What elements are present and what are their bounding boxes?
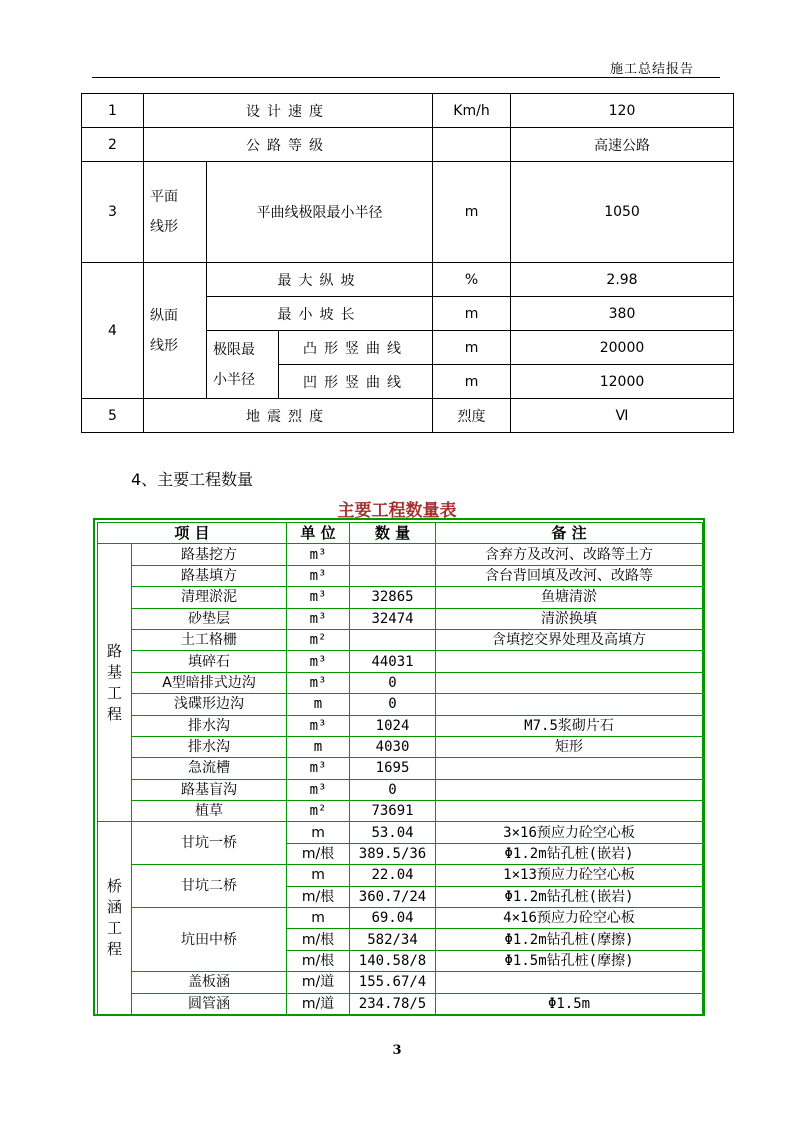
unit-cell: m³ [287,758,350,779]
item-label: 平曲线极限最小半径 [207,162,433,263]
unit-cell: m³ [287,715,350,736]
subgroup-text: 极限最小半径 [213,341,255,388]
group-label [144,263,207,399]
qty-cell: 0 [350,672,436,693]
note-cell: Φ1.2m钻孔桩(嵌岩) [436,886,703,907]
item-label: 凹形竖曲线 [279,365,433,399]
item-label: 地震烈度 [144,399,433,433]
unit-cell: m/根 [287,950,350,971]
unit-cell: m [287,865,350,886]
unit-cell: m [287,736,350,757]
qty-cell: 140.58/8 [350,950,436,971]
section-heading: 4、主要工程数量 [131,470,254,489]
note-cell: 含填挖交界处理及高填方 [436,629,703,650]
table-row [98,993,703,1014]
category-text: 路基工程 [106,641,122,723]
note-cell: Φ1.2m钻孔桩(摩擦) [436,929,703,950]
col-header-unit: 单 位 [287,523,350,544]
unit-cell: m/根 [287,843,350,864]
group-text: 纵面线形 [150,307,178,354]
unit-cell: m³ [287,565,350,586]
category-text: 桥涵工程 [106,877,122,959]
table-row [98,779,703,800]
qty-cell: 0 [350,779,436,800]
table-row [98,972,703,993]
unit-cell: m³ [287,651,350,672]
note-cell [436,672,703,693]
qty-cell: 73691 [350,801,436,822]
note-cell [436,651,703,672]
note-cell [436,779,703,800]
header-rule [92,77,720,78]
value-cell: Ⅵ [511,399,734,433]
unit-cell: m/根 [287,886,350,907]
unit-cell: m [433,365,511,399]
value-cell: 1050 [511,162,734,263]
item-name: 路基填方 [132,565,287,586]
item-name: 排水沟 [132,715,287,736]
unit-cell [433,128,511,162]
note-cell: 含台背回填及改河、改路等 [436,565,703,586]
value-cell: 2.98 [511,263,734,297]
table-row [98,565,703,586]
page-number: 3 [392,1043,402,1058]
table-row [98,865,703,886]
item-label: 公路等级 [144,128,433,162]
header-row [98,523,703,544]
value-cell: 380 [511,297,734,331]
note-cell: 含弃方及改河、改路等土方 [436,544,703,565]
note-cell: 鱼塘清淤 [436,587,703,608]
unit-cell: m [287,908,350,929]
col-header-item: 项 目 [98,523,287,544]
unit-cell: m² [287,801,350,822]
note-cell [436,694,703,715]
qty-cell: 1695 [350,758,436,779]
unit-cell: m [433,331,511,365]
row-number: 1 [82,94,144,128]
unit-cell: Km/h [433,94,511,128]
table-row [98,736,703,757]
table-row [98,908,703,929]
unit-cell: m³ [287,608,350,629]
unit-cell: m [433,162,511,263]
note-cell: Φ1.2m钻孔桩(嵌岩) [436,843,703,864]
row-number: 5 [82,399,144,433]
note-cell: 清淤换填 [436,608,703,629]
qty-cell: 4030 [350,736,436,757]
unit-cell: m³ [287,587,350,608]
header-title: 施工总结报告 [610,62,695,77]
category-bridge [98,822,132,1015]
subgroup-label [207,331,279,399]
item-name: 砂垫层 [132,608,287,629]
table-title: 主要工程数量表 [337,501,457,521]
item-name: 植草 [132,801,287,822]
item-name: 清理淤泥 [132,587,287,608]
item-label: 最大纵坡 [207,263,433,297]
qty-cell: 389.5/36 [350,843,436,864]
note-cell: 4×16预应力砼空心板 [436,908,703,929]
qty-cell: 22.04 [350,865,436,886]
table-row [98,651,703,672]
table-row [82,128,734,162]
item-name: 土工格栅 [132,629,287,650]
row-number: 3 [82,162,144,263]
unit-cell: m/道 [287,993,350,1014]
table-row [98,715,703,736]
qty-cell [350,544,436,565]
item-label: 最小坡长 [207,297,433,331]
unit-cell: m/根 [287,929,350,950]
item-name: 急流槽 [132,758,287,779]
value-cell: 120 [511,94,734,128]
qty-cell: 155.67/4 [350,972,436,993]
unit-cell: % [433,263,511,297]
item-name: 坑田中桥 [132,908,287,972]
item-name: 路基挖方 [132,544,287,565]
table-row [98,758,703,779]
note-cell [436,972,703,993]
item-name: 甘坑一桥 [132,822,287,865]
qty-cell: 360.7/24 [350,886,436,907]
qty-cell: 0 [350,694,436,715]
col-header-qty: 数 量 [350,523,436,544]
qty-cell: 32474 [350,608,436,629]
note-cell: M7.5浆砌片石 [436,715,703,736]
qty-cell: 234.78/5 [350,993,436,1014]
item-name: 甘坑二桥 [132,865,287,908]
note-cell: 3×16预应力砼空心板 [436,822,703,843]
design-standards-table [81,93,734,433]
table-row [82,263,734,297]
qty-cell: 44031 [350,651,436,672]
unit-cell: 烈度 [433,399,511,433]
item-name: 圆管涵 [132,993,287,1014]
unit-cell: m³ [287,544,350,565]
qty-cell: 582/34 [350,929,436,950]
qty-cell: 32865 [350,587,436,608]
note-cell [436,801,703,822]
item-label: 设计速度 [144,94,433,128]
item-name: 浅碟形边沟 [132,694,287,715]
item-name: 排水沟 [132,736,287,757]
unit-cell: m [287,822,350,843]
unit-cell: m [433,297,511,331]
table-row [98,801,703,822]
table-row [98,672,703,693]
table-row [98,587,703,608]
unit-cell: m³ [287,779,350,800]
qty-cell [350,629,436,650]
qty-cell: 69.04 [350,908,436,929]
col-header-note: 备 注 [436,523,703,544]
group-label [144,162,207,263]
row-number: 4 [82,263,144,399]
qty-cell [350,565,436,586]
table-row [82,162,734,263]
table-row [98,822,703,843]
table-row [98,629,703,650]
qty-cell: 1024 [350,715,436,736]
unit-cell: m³ [287,672,350,693]
quantities-table [97,522,703,1015]
item-name: 盖板涵 [132,972,287,993]
qty-cell: 53.04 [350,822,436,843]
table-row [98,608,703,629]
value-cell: 高速公路 [511,128,734,162]
note-cell [436,758,703,779]
note-cell: Φ1.5m [436,993,703,1014]
group-text: 平面线形 [150,189,178,235]
item-label: 凸形竖曲线 [279,331,433,365]
note-cell: 1×13预应力砼空心板 [436,865,703,886]
table-row [82,94,734,128]
note-cell: 矩形 [436,736,703,757]
value-cell: 20000 [511,331,734,365]
value-cell: 12000 [511,365,734,399]
item-name: 填碎石 [132,651,287,672]
table-row [98,544,703,565]
category-roadbed [98,544,132,822]
unit-cell: m² [287,629,350,650]
row-number: 2 [82,128,144,162]
table-row [98,694,703,715]
item-name: 路基盲沟 [132,779,287,800]
unit-cell: m/道 [287,972,350,993]
note-cell: Φ1.5m钻孔桩(摩擦) [436,950,703,971]
table-row [82,399,734,433]
unit-cell: m [287,694,350,715]
item-name: A型暗排式边沟 [132,672,287,693]
